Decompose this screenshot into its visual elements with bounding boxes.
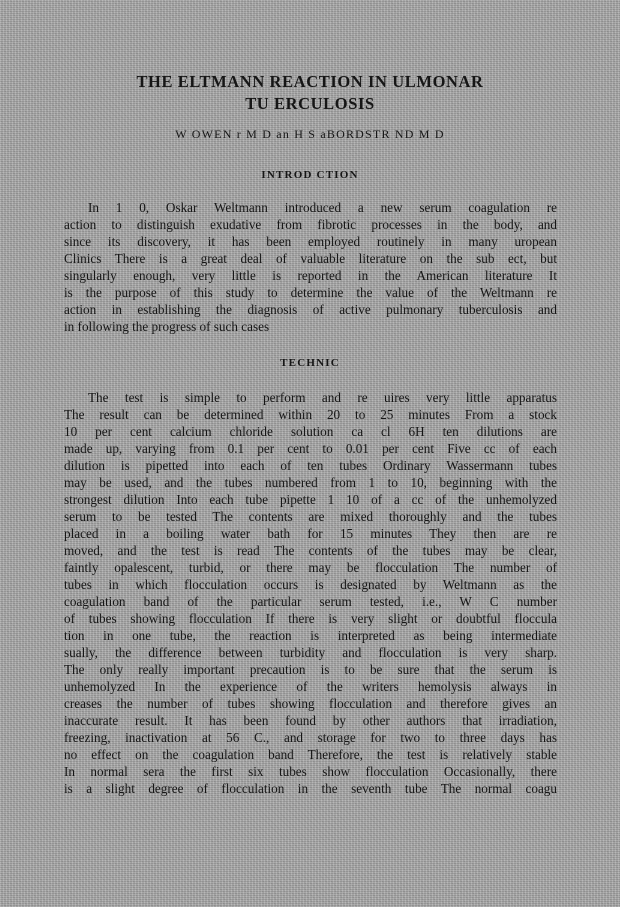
text-line: faintly opalescent, turbid, or there may be flocculation The number of <box>64 560 557 575</box>
section-heading-technic: TECHNIC <box>280 357 340 369</box>
text-line: action in establishing the diagnosis of active pulmonary tuberculosis and <box>64 302 557 317</box>
text-line: moved, and the test is read The contents of the tubes may be clear, <box>64 543 557 558</box>
text-line: The result can be determined within 20 to 25 minutes From a stock <box>64 407 557 422</box>
text-line: made up, varying from 0.1 per cent to 0.01 per cent Five cc of each <box>64 441 557 456</box>
text-line: In 1 0, Oskar Weltmann introduced a new serum coagulation re <box>88 200 557 215</box>
text-line: sually, the difference between turbidity and flocculation is very sharp. <box>64 645 557 660</box>
section-heading-introduction: INTROD CTION <box>261 169 359 181</box>
text-line: The test is simple to perform and re uires very little apparatus <box>88 390 557 405</box>
text-line: creases the number of tubes showing flocculation and therefore gives an <box>64 696 557 711</box>
text-line: may be used, and the tubes numbered from 1 to 10, beginning with the <box>64 475 557 490</box>
text-line: is the purpose of this study to determine the value of the Weltmann re <box>64 285 557 300</box>
text-line: inaccurate result. It has been found by other authors that irradiation, <box>64 713 557 728</box>
text-line: The only really important precaution is to be sure that the serum is <box>64 662 557 677</box>
text-line: tubes in which flocculation occurs is designated by Weltmann as the <box>64 577 557 592</box>
text-line: coagulation band of the particular serum tested, i.e., W C number <box>64 594 557 609</box>
article-title-line-1: THE ELTMANN REACTION IN ULMONAR <box>136 72 484 91</box>
text-line: placed in a boiling water bath for 15 minutes They then are re <box>64 526 557 541</box>
text-line: no effect on the coagulation band Therefore, the test is relatively stable <box>64 747 557 762</box>
text-line: singularly enough, very little is reported in the American literature It <box>64 268 557 283</box>
text-line: In normal sera the first six tubes show flocculation Occasionally, there <box>64 764 557 779</box>
text-line: Clinics There is a great deal of valuable literature on the sub ect, but <box>64 251 557 266</box>
article-title-line-2: TU ERCULOSIS <box>245 94 375 113</box>
text-line: serum to be tested The contents are mixed thoroughly and the tubes <box>64 509 557 524</box>
text-line: dilution is pipetted into each of ten tubes Ordinary Wassermann tubes <box>64 458 557 473</box>
text-line: in following the progress of such cases <box>64 319 270 334</box>
text-line: of tubes showing flocculation If there is very slight or doubtful floccula <box>64 611 557 626</box>
text-line: unhemolyzed In the experience of the writers hemolysis always in <box>64 679 557 694</box>
text-line: since its discovery, it has been employed routinely in many uropean <box>64 234 557 249</box>
text-line: 10 per cent calcium chloride solution ca cl 6H ten dilutions are <box>64 424 557 439</box>
text-line: freezing, inactivation at 56 C., and storage for two to three days has <box>64 730 557 745</box>
text-line: tion in one tube, the reaction is interpreted as being intermediate <box>64 628 557 643</box>
text-line: strongest dilution Into each tube pipette 1 10 of a cc of the unhemolyzed <box>64 492 557 507</box>
text-line: action to distinguish exudative from fibrotic processes in the body, and <box>64 217 557 232</box>
author-byline: W OWEN r M D an H S aBORDSTR ND M D <box>175 127 445 141</box>
text-line: is a slight degree of flocculation in the seventh tube The normal coagu <box>64 781 557 796</box>
